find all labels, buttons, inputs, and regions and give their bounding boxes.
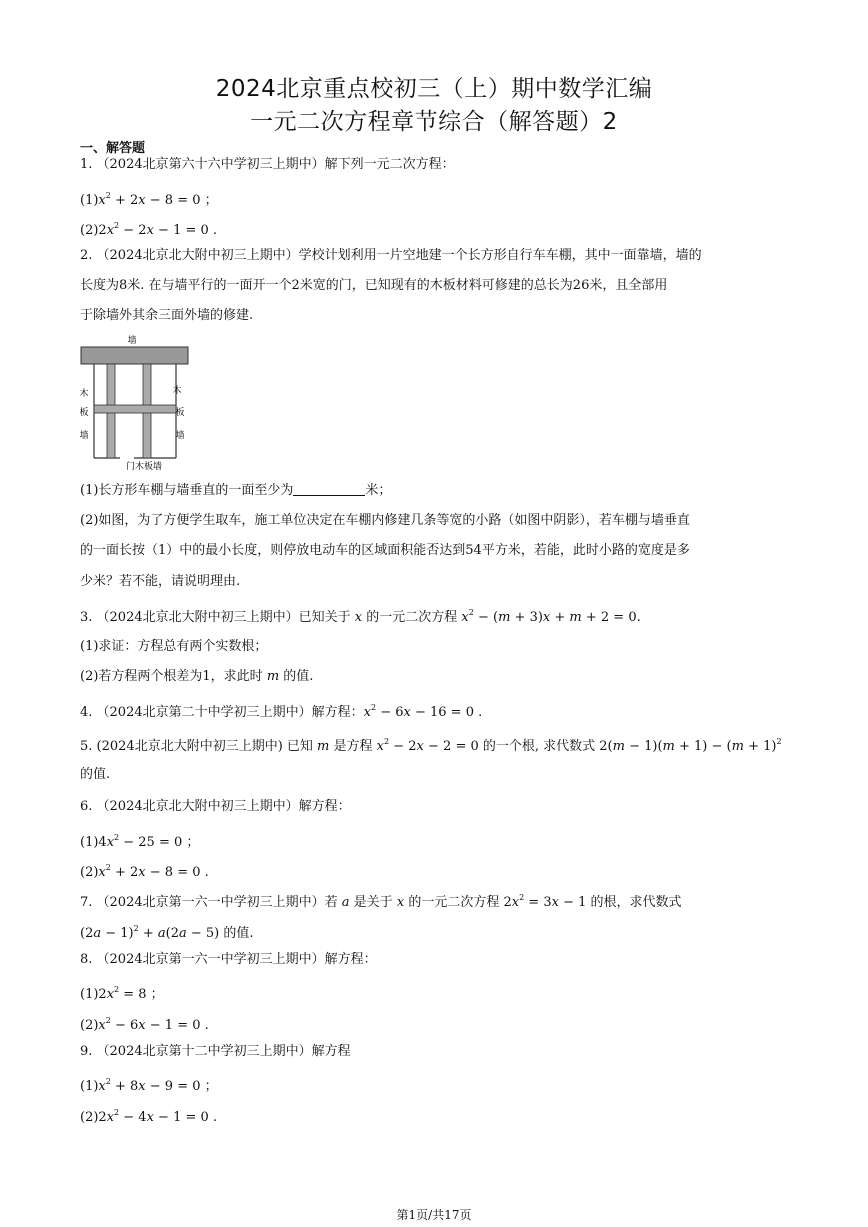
page-title-line1: 2024北京重点校初三（上）期中数学汇编 — [215, 76, 653, 102]
q9-stem: 9. （2024北京第十二中学初三上期中）解方程 — [80, 1044, 351, 1059]
q1-part1: $(1)x^2 + 2x - 8 = 0$ ； — [80, 191, 218, 208]
q2-part1: (1)长方形车棚与墙垂直的一面至少为 米； — [80, 483, 392, 498]
fig-path-horizontal — [94, 405, 176, 413]
fig-top-label: 墙 — [127, 336, 137, 346]
fig-wall-bar — [81, 347, 188, 364]
q5-stem: 5. (2024北京北大附中初三上期中) 已知 m 是方程 $x^2 - 2x - 2 = 0$ 的一个根, 求代数式 $2(m - 1)(m + 1) - (m + 1)^2$ — [80, 737, 782, 754]
q6-part1: $(1)4x^2 - 25 = 0$ ； — [80, 833, 200, 850]
q6-stem: 6. （2024北京北大附中初三上期中）解方程： — [80, 799, 351, 814]
q7-tail: $(2a - 1)^2 + a(2a - 5)$ 的值. — [80, 924, 254, 941]
q7-stem: 7. （2024北京第一六一中学初三上期中）若 a 是关于 x 的一元二次方程 $2x^2 = 3x - 1$ 的根，求代数式 — [80, 893, 682, 910]
q2-part2-line3: 少米？若不能，请说明理由. — [80, 574, 241, 589]
fig-left-label-2: 板 — [79, 408, 89, 418]
fig-right-label-2: 板 — [175, 408, 185, 418]
page-title-line2: 一元二次方程章节综合（解答题）2 — [250, 109, 618, 135]
q6-part2: $(2)x^2 + 2x - 8 = 0$ . — [80, 863, 209, 880]
fig-bottom-label: 门木板墙 — [125, 462, 163, 472]
answer-blank — [293, 483, 365, 496]
section-heading: 一、解答题 — [80, 141, 146, 156]
q9-part2: $(2)2x^2 - 4x - 1 = 0$ . — [80, 1108, 218, 1125]
q2-part2-line2: 的一面长按（1）中的最小长度，则停放电动车的区域面积能否达到54平方米，若能，此时小路的宽度是多 — [80, 543, 690, 558]
fig-left-label-3: 墙 — [79, 431, 89, 441]
q5-tail: 的值. — [80, 767, 111, 782]
fig-right-label-1: 木 — [172, 386, 182, 396]
fig-left-label-1: 木 — [79, 389, 89, 399]
q3-stem: 3. （2024北京北大附中初三上期中）已知关于 x 的一元二次方程 $x^2 - (m + 3)x + m + 2 = 0$. — [80, 608, 641, 625]
page-footer: 第1页/共17页 — [396, 1208, 472, 1222]
q1-part2: $(2)2x^2 - 2x - 1 = 0$ . — [80, 221, 218, 238]
q2-line1: 2. （2024北京北大附中初三上期中）学校计划利用一片空地建一个长方形自行车车棚，其中一面靠墙，墙的 — [80, 248, 702, 263]
q8-stem: 8. （2024北京第一六一中学初三上期中）解方程： — [80, 952, 377, 967]
q1-stem: 1. （2024北京第六十六中学初三上期中）解下列一元二次方程： — [80, 157, 455, 172]
fig-right-label-3: 墙 — [175, 431, 185, 441]
q8-part1: $(1)2x^2 = 8$ ； — [80, 985, 164, 1002]
q3-part1: (1)求证：方程总有两个实数根； — [80, 639, 268, 654]
q2-line3: 于除墙外其余三面外墙的修建. — [80, 308, 254, 323]
q4-stem: 4. （2024北京第二十中学初三上期中）解方程：$x^2 - 6x - 16 = 0$ . — [80, 703, 483, 720]
q2-part2-line1: (2)如图，为了方便学生取车，施工单位决定在车棚内修建几条等宽的小路（如图中阴影），若车棚与墙垂直 — [80, 513, 690, 528]
q9-part1: $(1)x^2 + 8x - 9 = 0$ ； — [80, 1077, 218, 1094]
q2-line2: 长度为8米. 在与墙平行的一面开一个2米宽的门，已知现有的木板材料可修建的总长为26米，且全部用 — [80, 278, 668, 293]
q8-part2: $(2)x^2 - 6x - 1 = 0$ . — [80, 1016, 209, 1033]
bike-shed-figure — [74, 333, 200, 473]
q3-part2: (2)若方程两个根差为1，求此时 m 的值. — [80, 669, 314, 684]
